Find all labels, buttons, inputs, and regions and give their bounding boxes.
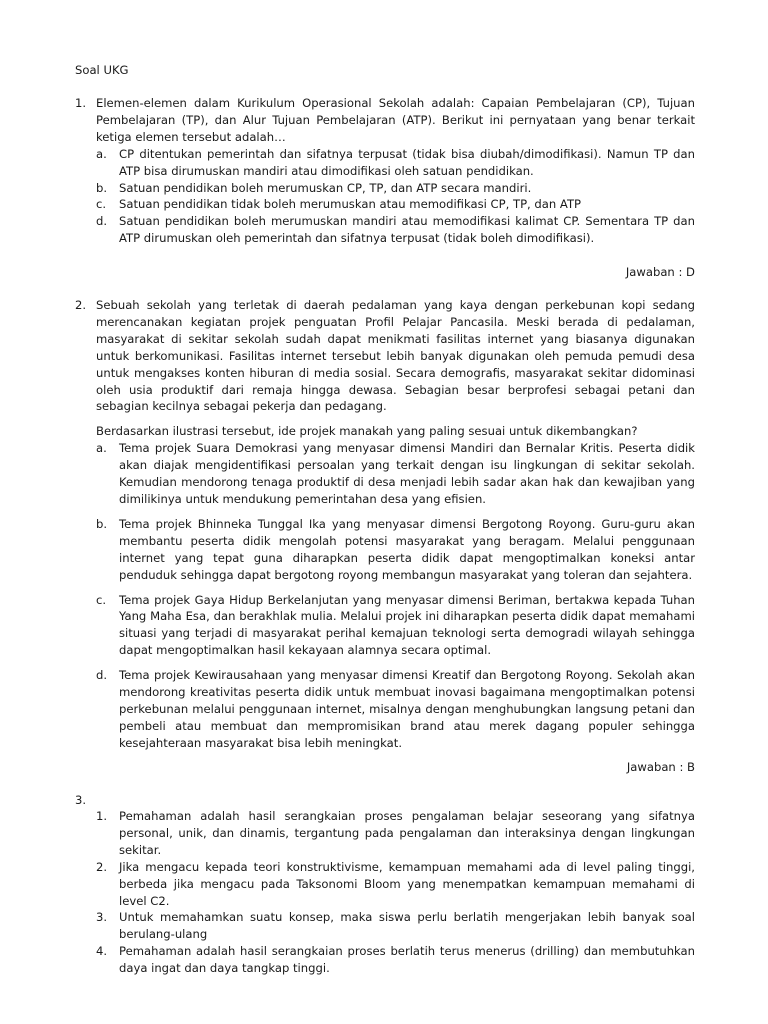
- question-prompt: Berdasarkan ilustrasi tersebut, ide projek manakah yang paling sesuai untuk dikembangkan?: [96, 424, 638, 439]
- question-3: [75, 792, 695, 977]
- option-label: b.: [96, 180, 108, 195]
- option-label: d.: [96, 214, 108, 229]
- option-d: [96, 667, 695, 752]
- statement-4: [96, 943, 695, 977]
- statement-2: [96, 859, 695, 910]
- option-a: [96, 146, 695, 180]
- answer-1: Jawaban : D: [625, 265, 695, 279]
- statement-text: Pemahaman adalah hasil serangkaian proses berlatih terus menerus (drilling) dan membutuhkan daya ingat dan daya tangkap tinggi.: [119, 944, 695, 976]
- option-text: CP ditentukan pemerintah dan sifatnya terpusat (tidak bisa diubah/dimodifikasi). Namun TP dan ATP bisa dirumuskan mandiri atau dimodifikasi oleh satuan pendidikan.: [119, 146, 695, 178]
- statement-label: 4.: [96, 944, 108, 959]
- option-a: [96, 440, 695, 508]
- option-b: [96, 516, 695, 584]
- question-number: 2.: [75, 298, 87, 312]
- statement-label: 2.: [96, 859, 108, 874]
- option-label: b.: [96, 516, 108, 531]
- question-2: [75, 297, 695, 752]
- option-text: Tema projek Suara Demokrasi yang menyasar dimensi Mandiri dan Bernalar Kritis. Peserta didik akan diajak mengidentifikasi persoalan yang terkait dengan isu lingkungan di sekitar sekolah. Kemudian mendorong tenaga produktif di desa menjadi lebih sadar akan hak dan kewajiban yang dimilikinya untuk mendukung pemerintahan desa yang efisien.: [119, 441, 695, 506]
- statement-text: Untuk memahamkan suatu konsep, maka siswa perlu berlatih mengerjakan lebih banyak soal berulang-ulang: [119, 910, 695, 942]
- question-1: [75, 95, 695, 247]
- option-c: [96, 592, 695, 660]
- statement-3: [96, 909, 695, 943]
- option-text: Satuan pendidikan boleh merumuskan mandiri atau memodifikasi kalimat CP. Sementara TP dan ATP dirumuskan oleh pemerintah dan sifatnya terpusat (tidak boleh dimodifikasi).: [119, 214, 695, 246]
- answer-2: Jawaban : B: [626, 760, 695, 774]
- question-stem: Elemen-elemen dalam Kurikulum Operasional Sekolah adalah: Capaian Pembelajaran (CP), Tujuan Pembelajaran (TP), dan Alur Tujuan Pembelajaran (ATP). Berikut ini pernyataan yang benar terkait ketiga elemen tersebut adalah…: [96, 96, 695, 144]
- option-text: Tema projek Bhinneka Tunggal Ika yang menyasar dimensi Bergotong Royong. Guru-guru akan membantu peserta didik mengolah potensi masyarakat yang beragam. Melalui penggunaan internet yang tepat guna diharapkan peserta didik dapat mengoptimalkan koneksi antar penduduk sehingga dapat bergotong royong membangun masyarakat yang toleran dan sejahtera.: [119, 516, 695, 582]
- question-stem: Sebuah sekolah yang terletak di daerah pedalaman yang kaya dengan perkebunan kopi sedang merencanakan kegiatan projek penguatan Profil Pelajar Pancasila. Meski berada di pedalaman, masyarakat di sekitar sekolah sudah dapat menikmati fasilitas internet yang biasanya digunakan untuk berkomunikasi. Fasilitas internet tersebut lebih banyak digunakan oleh pemuda pemudi desa untuk mengakses konten hiburan di media sosial. Secara demografis, masyarakat sekitar didominasi oleh usia produktif dari remaja hingga dewasa. Sebagian besar berprofesi sebagai petani dan sebagian kecilnya sebagai pekerja dan pedagang.: [96, 298, 695, 414]
- option-c: [96, 196, 695, 213]
- option-label: a.: [96, 441, 107, 456]
- statement-label: 1.: [96, 809, 108, 823]
- option-text: Tema projek Kewirausahaan yang menyasar dimensi Kreatif dan Bergotong Royong. Sekolah akan mendorong kreativitas peserta didik untuk membuat inovasi bagaimana mengoptimalkan potensi perkebunan melalui penggunaan internet, misalnya dengan menghubungkan langsung petani dan pembeli atau membuat dan mempromisikan brand atau merek dagang populer sehingga kesejahteraan masyarakat bisa lebih meningkat.: [119, 668, 695, 750]
- statement-label: 3.: [96, 910, 108, 925]
- statement-text: Pemahaman adalah hasil serangkaian proses pengalaman belajar seseorang yang sifatnya personal, unik, dan dinamis, tergantung pada pengalaman dan interaksinya dengan lingkungan sekitar.: [119, 809, 695, 857]
- question-number: 1.: [75, 96, 87, 110]
- option-label: d.: [96, 668, 108, 683]
- statement-text: Jika mengacu kepada teori konstruktivisme, kemampuan memahami ada di level paling tinggi, berbeda jika mengacu pada Taksonomi Bloom yang menempatkan kemampuan memahami di level C2.: [119, 859, 695, 908]
- option-d: [96, 213, 695, 247]
- option-text: Satuan pendidikan boleh merumuskan CP, TP, dan ATP secara mandiri.: [119, 180, 532, 195]
- question-number: 3.: [75, 793, 87, 807]
- option-text: Satuan pendidikan tidak boleh merumuskan atau memodifikasi CP, TP, dan ATP: [119, 197, 582, 212]
- option-label: c.: [96, 197, 107, 212]
- option-label: c.: [96, 592, 107, 607]
- option-text: Tema projek Gaya Hidup Berkelanjutan yang menyasar dimensi Beriman, bertakwa kepada Tuhan Yang Maha Esa, dan berakhlak mulia. Melalui projek ini diharapkan peserta didik dapat memahami situasi yang terjadi di masyarakat perihal kemajuan teknologi serta demogradi wilayah sehingga dapat mengoptimalkan hasil kekayaan alamnya secara optimal.: [119, 592, 695, 658]
- document-title: Soal UKG: [75, 63, 129, 77]
- option-b: [96, 180, 695, 197]
- option-label: a.: [96, 146, 107, 161]
- statement-1: [96, 808, 695, 859]
